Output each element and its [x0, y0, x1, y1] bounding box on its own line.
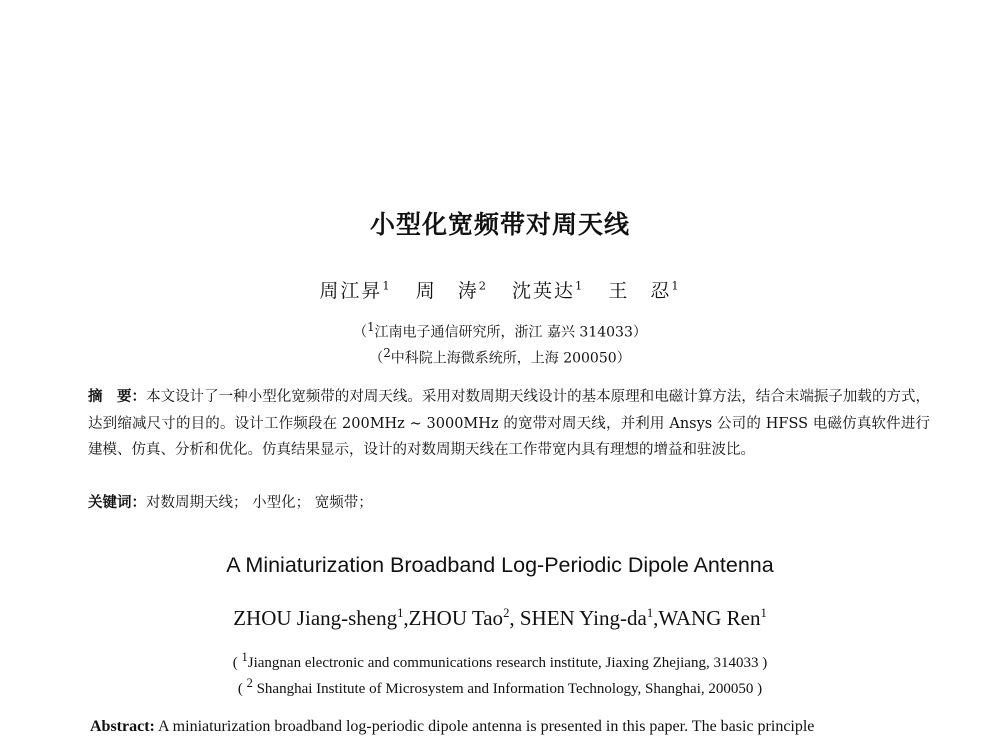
- affiliation-mark: 2: [383, 346, 391, 360]
- author-cn: [608, 280, 680, 302]
- keywords-text-cn: 对数周期天线； 小型化； 宽频带；: [146, 495, 373, 511]
- author-cn: [512, 280, 584, 302]
- author-en: [520, 606, 659, 630]
- affiliation-text: 中科院上海微系统所，上海 200050: [390, 350, 617, 367]
- affiliation-en-1: ( $^1$Jiangnan electronic and communications research institute, Jiaxing Zhejiang, 314033 ): [232, 650, 768, 671]
- affiliation-en-2: ( $^2$ Shanghai Institute of Microsystem and Information Technology, Shanghai, 200050 ): [237, 676, 763, 697]
- author-affiliation-mark: 1: [397, 606, 404, 620]
- affiliation-mark: 1: [241, 650, 248, 664]
- author-name: 周 涛: [415, 280, 479, 302]
- abstract-label-en: Abstract:: [90, 718, 155, 735]
- abstract-cn: [88, 384, 930, 464]
- affiliation-cn-2: （$^2$中科院上海微系统所，上海 200050）: [369, 346, 631, 367]
- affiliation-mark: 2: [246, 676, 253, 690]
- author-name: 王 忍: [608, 280, 672, 302]
- author-list-en: [0, 606, 1000, 631]
- keywords-label-cn: 关键词：: [88, 495, 146, 511]
- author-name: 沈英达: [512, 280, 576, 302]
- author-affiliation-mark: 1: [575, 278, 585, 293]
- author-affiliation-mark: 1: [382, 278, 392, 293]
- author-en: [233, 606, 408, 630]
- author-name: ZHOU Jiang-sheng: [233, 606, 398, 630]
- abstract-label-cn: 摘 要：: [88, 389, 147, 405]
- keywords-cn: [88, 490, 930, 516]
- author-en: [409, 606, 520, 630]
- author-affiliation-mark: 1: [760, 606, 767, 620]
- abstract-text-cn: 本文设计了一种小型化宽频带的对周天线。采用对数周期天线设计的基本原理和电磁计算方法，结合末端振子加载的方式，达到缩减尺寸的目的。设计工作频段在 200MHz ~ 3000MHz 的宽带对周天线，并利用 Ansys 公司的 HFSS 电磁仿真软件进行建模、仿真、分析和优化。仿真结果显示，设计的对数周期天线在工作带宽内具有理想的增益和驻波比。: [88, 389, 931, 458]
- author-name: 周江昇: [319, 280, 383, 302]
- author-name: SHEN Ying-da: [519, 606, 647, 630]
- paper-title-en: A Miniaturization Broadband Log-Periodic Dipole Antenna: [226, 553, 774, 577]
- author-en: [658, 606, 766, 630]
- author-affiliation-mark: 2: [478, 278, 488, 293]
- affiliation-mark: 1: [367, 320, 375, 334]
- author-affiliation-mark: 2: [503, 606, 510, 620]
- affiliation-text: Jiangnan electronic and communications research institute, Jiaxing Zhejiang, 314033: [247, 655, 759, 671]
- author-separator: ,: [509, 606, 520, 630]
- author-separator: ,: [403, 606, 409, 630]
- affiliation-cn-1: （$^1$江南电子通信研究所，浙江 嘉兴 314033）: [353, 320, 647, 341]
- abstract-text-en: A miniaturization broadband log-periodic dipole antenna is presented in this paper. The basic principle: [158, 718, 815, 735]
- author-name: WANG Ren: [658, 606, 761, 630]
- author-separator: ,: [653, 606, 659, 630]
- affiliation-text: Shanghai Institute of Microsystem and Information Technology, Shanghai, 200050: [256, 681, 754, 697]
- author-affiliation-mark: 1: [646, 606, 654, 620]
- paper-title-cn: 小型化宽频带对周天线: [369, 210, 630, 239]
- author-affiliation-mark: 1: [671, 278, 681, 293]
- author-cn: [416, 280, 488, 302]
- author-name: ZHOU Tao: [408, 606, 504, 630]
- author-cn: [319, 280, 391, 302]
- author-list-cn: [0, 276, 1000, 303]
- affiliation-text: 江南电子通信研究所，浙江 嘉兴 314033: [374, 324, 633, 341]
- abstract-en: [90, 714, 930, 740]
